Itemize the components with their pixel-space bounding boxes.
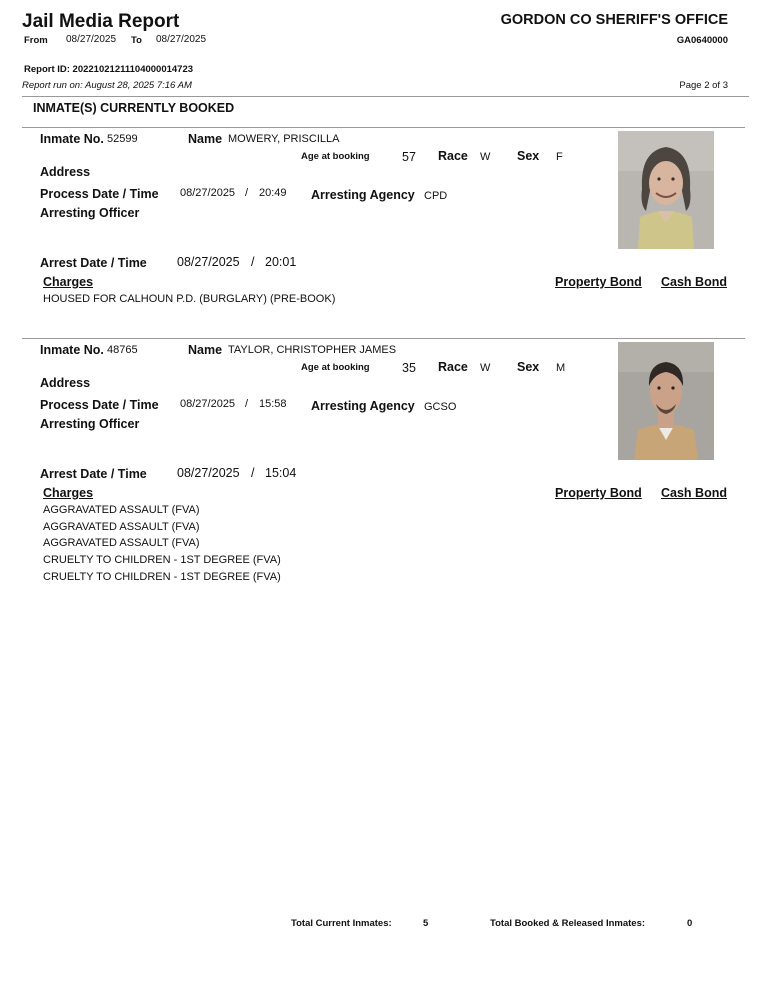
process-label: Process Date / Time: [40, 398, 159, 412]
age-value: 35: [402, 361, 416, 375]
inmate-no-value: 52599: [107, 133, 138, 145]
section-divider: [22, 127, 745, 128]
arresting-agency-label: Arresting Agency: [311, 399, 415, 413]
charge-item: AGGRAVATED ASSAULT (FVA): [43, 537, 200, 549]
arresting-agency-value: GCSO: [424, 401, 457, 413]
to-date: 08/27/2025: [156, 34, 207, 45]
process-time: 20:49: [259, 187, 287, 199]
sex-label: Sex: [517, 149, 540, 163]
cash-bond-header: Cash Bond: [661, 486, 727, 500]
section-title: INMATE(S) CURRENTLY BOOKED: [33, 101, 235, 115]
inmate-no-label: Inmate No.: [40, 343, 104, 357]
property-bond-header: Property Bond: [555, 275, 642, 289]
arrest-date: 08/27/2025: [177, 255, 240, 269]
charge-item: AGGRAVATED ASSAULT (FVA): [43, 521, 200, 533]
arresting-agency-value: CPD: [424, 190, 448, 202]
arresting-officer-label: Arresting Officer: [40, 206, 140, 220]
arrest-time: 15:04: [265, 466, 297, 480]
sex-value: M: [556, 362, 566, 374]
age-value: 57: [402, 150, 416, 164]
from-date: 08/27/2025: [66, 34, 117, 45]
race-label: Race: [438, 360, 468, 374]
total-booked-released-value: 0: [687, 918, 693, 929]
slash: /: [245, 398, 249, 410]
header-divider: [22, 96, 749, 97]
sex-label: Sex: [517, 360, 540, 374]
inmate-photo: [618, 342, 714, 460]
report-run-on: Report run on: August 28, 2025 7:16 AM: [22, 80, 192, 91]
cash-bond-header: Cash Bond: [661, 275, 727, 289]
name-value: MOWERY, PRISCILLA: [228, 133, 340, 145]
charge-item: AGGRAVATED ASSAULT (FVA): [43, 504, 200, 516]
address-label: Address: [40, 376, 91, 390]
age-label: Age at booking: [301, 362, 370, 373]
charges-header: Charges: [43, 275, 94, 289]
report-id: Report ID: 20221021211104000014723: [24, 64, 194, 75]
sex-value: F: [556, 151, 563, 163]
charge-item: HOUSED FOR CALHOUN P.D. (BURGLARY) (PRE-BOOK): [43, 293, 336, 305]
arrest-label: Arrest Date / Time: [40, 256, 147, 270]
total-current-label: Total Current Inmates:: [291, 918, 392, 929]
slash: /: [251, 255, 255, 269]
charge-item: CRUELTY TO CHILDREN - 1ST DEGREE (FVA): [43, 571, 281, 583]
from-label: From: [24, 35, 48, 46]
charge-item: CRUELTY TO CHILDREN - 1ST DEGREE (FVA): [43, 554, 281, 566]
race-value: W: [480, 362, 491, 374]
slash: /: [251, 466, 255, 480]
process-time: 15:58: [259, 398, 287, 410]
name-label: Name: [188, 132, 223, 146]
address-label: Address: [40, 165, 91, 179]
age-label: Age at booking: [301, 151, 370, 162]
agency-id: GA0640000: [676, 35, 728, 46]
inmate-photo: [618, 131, 714, 249]
inmate-no-label: Inmate No.: [40, 132, 104, 146]
page-number: Page 2 of 3: [679, 80, 728, 91]
arrest-date: 08/27/2025: [177, 466, 240, 480]
arresting-officer-label: Arresting Officer: [40, 417, 140, 431]
arrest-time: 20:01: [265, 255, 297, 269]
report-title: Jail Media Report: [22, 11, 180, 32]
charges-header: Charges: [43, 486, 94, 500]
total-booked-released-label: Total Booked & Released Inmates:: [490, 918, 646, 929]
property-bond-header: Property Bond: [555, 486, 642, 500]
process-date: 08/27/2025: [180, 398, 236, 410]
name-label: Name: [188, 343, 223, 357]
arrest-label: Arrest Date / Time: [40, 467, 147, 481]
agency-name: GORDON CO SHERIFF'S OFFICE: [500, 12, 728, 28]
race-label: Race: [438, 149, 468, 163]
to-label: To: [131, 35, 142, 46]
race-value: W: [480, 151, 491, 163]
record-divider: [22, 338, 745, 339]
arresting-agency-label: Arresting Agency: [311, 188, 415, 202]
name-value: TAYLOR, CHRISTOPHER JAMES: [228, 344, 397, 356]
total-current-value: 5: [423, 918, 429, 929]
process-date: 08/27/2025: [180, 187, 236, 199]
process-label: Process Date / Time: [40, 187, 159, 201]
slash: /: [245, 187, 249, 199]
inmate-no-value: 48765: [107, 344, 138, 356]
